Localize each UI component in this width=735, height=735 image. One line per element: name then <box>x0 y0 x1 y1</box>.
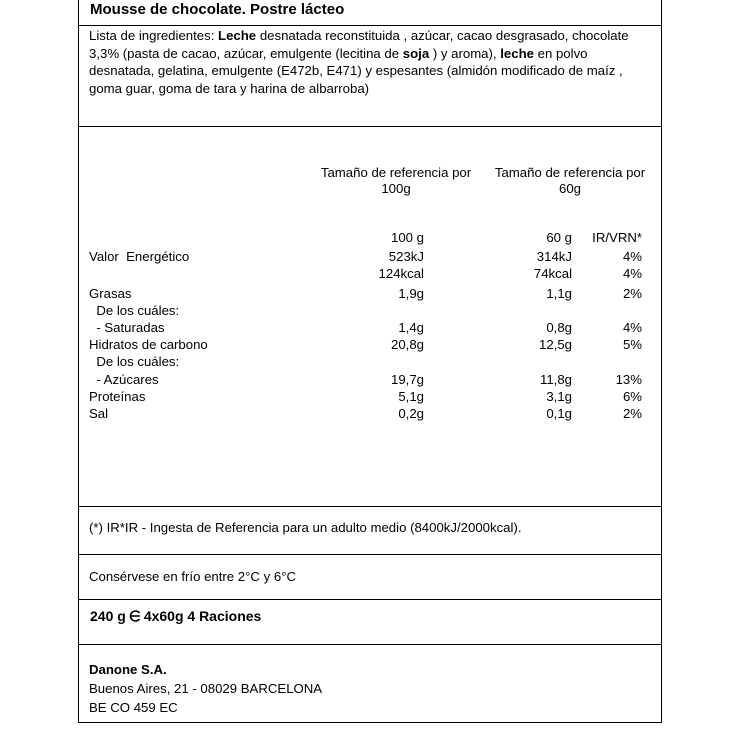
value-ir: 6% <box>622 389 642 404</box>
ref-header-100-sub: 100g <box>381 181 411 196</box>
nutrient-label: Sal <box>89 406 109 421</box>
nutrient-label: Grasas <box>89 286 132 301</box>
product-title: Mousse de chocolate. Postre lácteo <box>79 0 661 26</box>
ref-header-100-title: Tamaño de referencia por <box>320 165 472 180</box>
value-ir: 13% <box>615 372 642 387</box>
ingredients-list <box>79 26 661 127</box>
nutrient-label: De los cuáles: <box>89 354 180 369</box>
net-weight: 240 g <box>90 608 126 624</box>
product-label <box>78 0 662 723</box>
col-header-100: 100 g <box>390 230 424 245</box>
estimated-sign-icon <box>128 609 142 623</box>
quantity-line <box>79 600 661 645</box>
portion-detail: 4x60g 4 Raciones <box>143 608 262 624</box>
value-per-100g: 1,4g <box>398 320 424 335</box>
ingredient-text: desnatada reconstituida , azúcar, cacao desgrasado, chocolate 3,3% (pasta de cacao, azúcar, emulgente (lecitina de <box>89 28 629 61</box>
value-per-60g: 0,1g <box>546 406 572 421</box>
ref-header-60-title: Tamaño de referencia por <box>494 165 646 180</box>
col-header-ir: IR/VRN* <box>592 230 642 245</box>
value-ir: 2% <box>622 406 642 421</box>
nutrient-label: Proteínas <box>89 389 146 404</box>
value-per-100g: 1,9g <box>398 286 424 301</box>
value-per-60g: 314kJ <box>536 249 572 264</box>
nutrition-table <box>79 127 661 507</box>
company-code: BE CO 459 EC <box>89 700 178 715</box>
value-per-100g: 124kcal <box>378 266 424 281</box>
ingredient-text: Lista de ingredientes: <box>89 28 219 43</box>
company-name: Danone S.A. <box>89 662 167 677</box>
ref-header-60-sub: 60g <box>558 181 581 196</box>
value-per-60g: 12,5g <box>538 337 572 352</box>
value-per-100g: 523kJ <box>388 249 424 264</box>
ingredient-text: en polvo desnatada, gelatina, emulgente (E472b, E471) y espesantes (almidón modificado de maíz , goma guar, goma de tara y harina de albarroba) <box>89 45 623 96</box>
allergen-text: soja <box>402 45 430 61</box>
col-header-60: 60 g <box>546 230 572 245</box>
value-per-100g: 20,8g <box>390 337 424 352</box>
value-per-60g: 74kcal <box>533 266 572 281</box>
value-ir: 4% <box>622 266 642 281</box>
value-per-100g: 19,7g <box>390 372 424 387</box>
footnote: (*) IR*IR - Ingesta de Referencia para un adulto medio (8400kJ/2000kcal). <box>79 507 661 555</box>
value-ir: 4% <box>622 249 642 264</box>
company-info <box>79 645 661 723</box>
value-per-60g: 11,8g <box>539 372 572 387</box>
nutrient-label: Valor Energético <box>89 249 190 264</box>
nutrient-label: - Azúcares <box>89 372 159 387</box>
ingredient-text: ) y aroma), <box>429 45 501 61</box>
nutrient-label: De los cuáles: <box>89 303 180 318</box>
value-per-60g: 3,1g <box>546 389 572 404</box>
value-per-60g: 0,8g <box>546 320 572 335</box>
company-address: Buenos Aires, 21 - 08029 BARCELONA <box>89 681 323 696</box>
value-per-100g: 5,1g <box>398 389 424 404</box>
value-per-60g: 1,1g <box>546 286 572 301</box>
value-ir: 4% <box>622 320 642 335</box>
allergen-text: leche <box>500 45 534 61</box>
allergen-text: Leche <box>218 28 257 43</box>
nutrient-label: Hidratos de carbono <box>89 337 208 352</box>
value-ir: 5% <box>622 337 642 352</box>
conservation-note: Consérvese en frío entre 2°C y 6°C <box>79 555 661 600</box>
value-ir: 2% <box>622 286 642 301</box>
value-per-100g: 0,2g <box>398 406 424 421</box>
nutrient-label: - Saturadas <box>89 320 165 335</box>
